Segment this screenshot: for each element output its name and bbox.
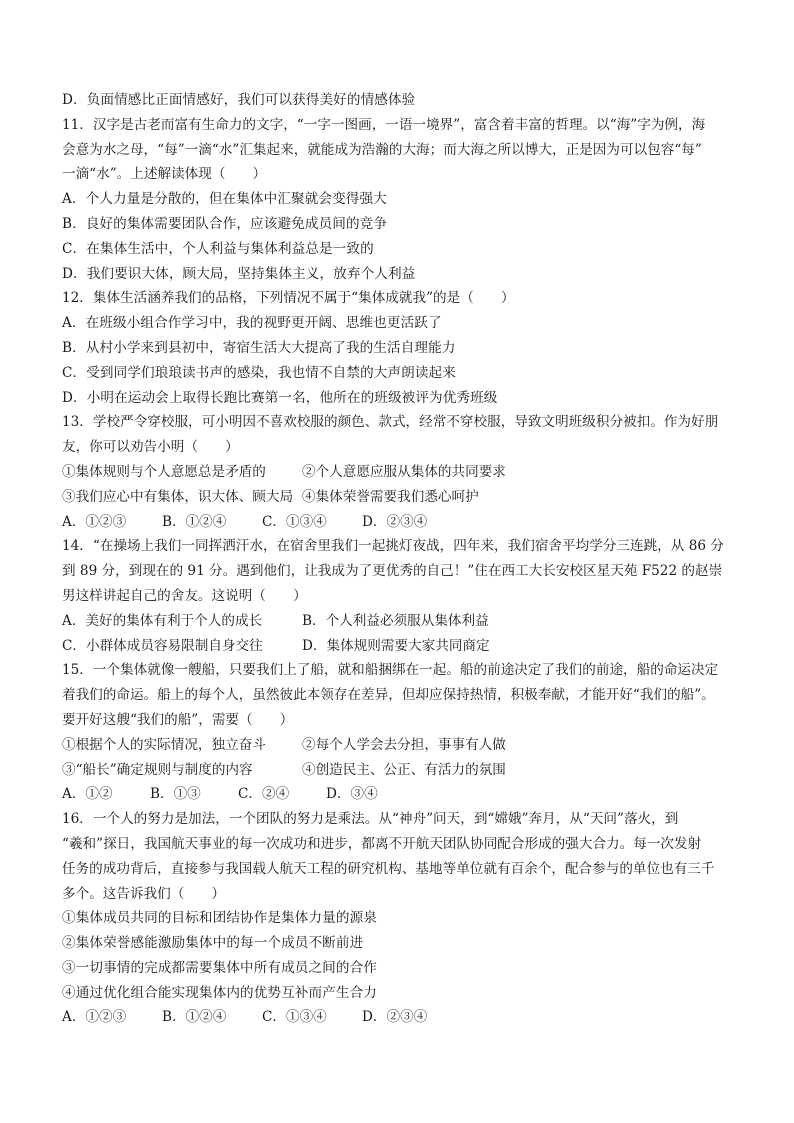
choice-d: D．②③④ — [362, 1009, 428, 1026]
question-15-stem-line: 15．一个集体就像一艘船，只要我们上了船，就和船捆绑在一起。船的前途决定了我们的前途，船的命运决定 — [62, 662, 719, 679]
option-c: C．小群体成员容易限制自身交往 — [62, 637, 263, 654]
question-16-choices — [62, 1005, 742, 1030]
question-16-statement: ③一切事情的完成都需要集体中所有成员之间的合作 — [62, 959, 377, 976]
question-14-options-row — [62, 609, 742, 634]
choice-b: B．①③ — [150, 786, 201, 803]
question-12-option-d: D．小明在运动会上取得长跑比赛第一名，他所在的班级被评为优秀班级 — [62, 389, 498, 406]
choice-a: A．①② — [62, 786, 113, 803]
question-16-stem-line: 多个。这告诉我们（ ） — [62, 885, 226, 902]
question-15-statements-row — [62, 733, 742, 758]
question-14-options-row — [62, 634, 742, 659]
question-16-statement: ①集体成员共同的目标和团结协作是集体力量的源泉 — [62, 910, 377, 927]
question-15-choices — [62, 782, 742, 807]
question-15-statements-row — [62, 758, 742, 783]
question-13-statements-row — [62, 485, 742, 510]
question-14-stem-line: 14．“在操场上我们一同挥洒汗水，在宿舍里我们一起挑灯夜战，四年来，我们宿舍平均学分三连跳，从 86 分 — [62, 538, 724, 555]
question-12-option-b: B．从村小学来到县初中，寄宿生活大大提高了我的生活自理能力 — [62, 339, 456, 356]
question-16 — [62, 807, 742, 1030]
option-d: D．集体规则需要大家共同商定 — [302, 637, 490, 654]
question-15 — [62, 658, 742, 807]
question-13-stem-line: 友，你可以劝告小明（ ） — [62, 439, 239, 456]
choice-a: A．①②③ — [62, 513, 127, 530]
exam-page — [62, 88, 742, 1030]
question-13 — [62, 410, 742, 534]
question-13-stem-line: 13．学校严令穿校服，可小明因不喜欢校服的颜色、款式，经常不穿校服，导致文明班级积分被扣。作为好朋 — [62, 414, 719, 431]
question-14-stem-line: 到 89 分，到现在的 91 分。遇到他们，让我成为了更优秀的自己！”住在西工大长安校区星天苑 F522 的赵崇 — [62, 563, 723, 580]
choice-a: A．①②③ — [62, 1009, 127, 1026]
question-11-option-b: B．良好的集体需要团队合作，应该避免成员间的竞争 — [62, 215, 388, 232]
question-16-statement: ②集体荣誉感能激励集体中的每一个成员不断前进 — [62, 935, 364, 952]
statement: ④创造民主、公正、有活力的氛围 — [302, 761, 506, 778]
question-12-option-a: A．在班级小组合作学习中，我的视野更开阔、思维也更活跃了 — [62, 315, 442, 332]
choice-b: B．①②④ — [162, 513, 227, 530]
choice-c: C．②④ — [238, 786, 290, 803]
question-11-stem-line: 会意为水之母，“每”一滴“水”汇集起来，就能成为浩瀚的大海；而大海之所以博大，正是因为可以包容“每” — [62, 141, 702, 158]
question-16-statement: ④通过优化组合能实现集体内的优势互补而产生合力 — [62, 984, 377, 1001]
option-b: B．个人利益必须服从集体利益 — [302, 612, 489, 629]
question-12-stem-line: 12．集体生活涵养我们的品格，下列情况不属于“集体成就我”的是（ ） — [62, 290, 515, 307]
option-a: A．美好的集体有利于个人的成长 — [62, 612, 263, 629]
prev-question-option-d: D．负面情感比正面情感好，我们可以获得美好的情感体验 — [62, 92, 416, 108]
statement: ②个人意愿应服从集体的共同要求 — [302, 463, 506, 480]
question-14 — [62, 534, 742, 658]
question-11-stem-line: 11．汉字是古老而富有生命力的文字，“一字一图画，一语一境界”，富含着丰富的哲理。以“海”字为例，海 — [62, 116, 706, 133]
question-11-option-c: C．在集体生活中，个人利益与集体利益总是一致的 — [62, 240, 374, 257]
choice-c: C．①③④ — [262, 513, 327, 530]
question-16-stem-line: 任务的成功背后，直接参与我国载人航天工程的研究机构、基地等单位就有百余个，配合参与的单位也有三千 — [62, 860, 715, 877]
statement: ③我们应心中有集体，识大体、顾大局 — [62, 488, 294, 505]
statement: ②每个人学会去分担，事事有人做 — [302, 736, 506, 753]
question-13-choices — [62, 510, 742, 535]
question-11-option-a: A．个人力量是分散的，但在集体中汇聚就会变得强大 — [62, 191, 387, 208]
statement: ④集体荣誉需要我们悉心呵护 — [302, 488, 479, 505]
question-11 — [62, 113, 742, 287]
question-12-option-c: C．受到同学们琅琅读书声的感染，我也情不自禁的大声朗读起来 — [62, 364, 456, 381]
question-13-statements-row — [62, 460, 742, 485]
choice-b: B．①②④ — [162, 1009, 227, 1026]
question-15-stem-line: 要开好这艘“我们的船”，需要（ ） — [62, 711, 294, 728]
question-16-stem-line: 16．一个人的努力是加法，一个团队的努力是乘法。从“神舟”问天，到“嫦娥”奔月，从“天问”落火，到 — [62, 811, 679, 828]
statement: ①根据个人的实际情况，独立奋斗 — [62, 736, 266, 753]
question-14-stem-line: 男这样讲起自己的舍友。这说明（ ） — [62, 587, 307, 604]
question-11-option-d: D．我们要识大体，顾大局，坚持集体主义，放弃个人利益 — [62, 265, 416, 282]
question-12 — [62, 286, 742, 410]
choice-d: D．②③④ — [362, 513, 428, 530]
choice-c: C．①③④ — [262, 1009, 327, 1026]
statement: ①集体规则与个人意愿总是矛盾的 — [62, 463, 266, 480]
question-16-stem-line: “羲和”探日，我国航天事业的每一次成功和进步，都离不开航天团队协同配合形成的强大合力。每一次发射 — [62, 835, 702, 852]
question-15-stem-line: 着我们的命运。船上的每个人，虽然彼此本领存在差异，但却应保持热情，积极奉献，才能开好“我们的船”。 — [62, 687, 715, 704]
question-11-stem-line: 一滴“水”。上述解读体现（ ） — [62, 166, 267, 183]
statement: ③“船长”确定规则与制度的内容 — [62, 761, 253, 778]
choice-d: D．③④ — [326, 786, 378, 803]
